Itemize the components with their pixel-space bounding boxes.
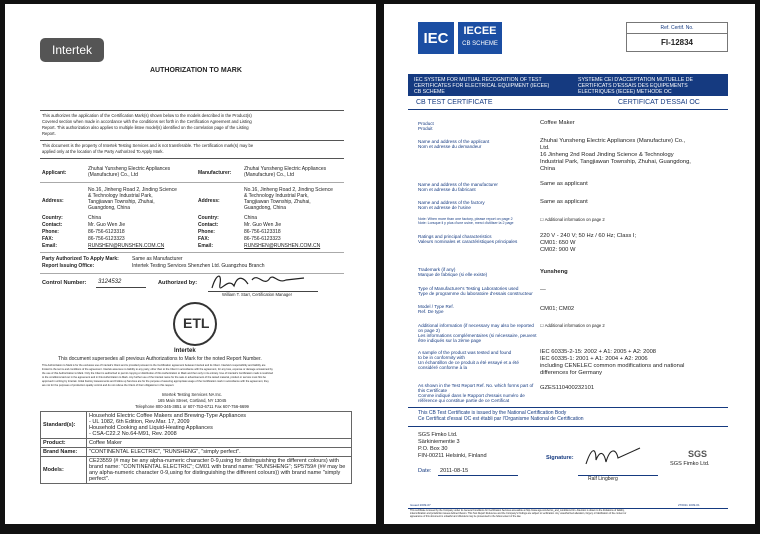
issuer-line: Intertek Testing Services NA Inc. <box>161 392 223 397</box>
field-label: Type of Manufacturer's Testing Laboratories used <box>418 286 519 291</box>
manufacturer-label: Manufacturer: <box>198 170 232 176</box>
address-label-2: Address: <box>198 198 220 204</box>
cb-scheme-text: CB SCHEME <box>462 41 498 47</box>
footer-line: appearance of this document is unlawful and offenders may be prosecuted to the fullest extent of the law. <box>410 515 522 518</box>
country-value: China <box>88 215 102 221</box>
field-label: Type de programme du laboratoire d'essais constructeur <box>418 291 533 296</box>
page-divider <box>376 0 384 534</box>
row-value-line: any alpha-numeric character 0-9,using for distinguishing the different colours)) with brand name "simply <box>89 470 341 476</box>
iec-logo-text: IEC <box>423 29 449 47</box>
applicant-line: Zhuhai Yunsheng Electric Appliances (Manufacture) Co., <box>540 138 686 144</box>
field-label: Name and address of the manufacturer <box>418 182 498 187</box>
row-label: Product: <box>41 439 87 448</box>
address-line: Tangjiawan Township, Zhuhai, <box>244 199 311 205</box>
para-line: This document is the property of Intertek Testing Services and is not transferable. The certification mark(s) may be <box>42 143 254 148</box>
mark-caption: Intertek <box>174 348 196 354</box>
field-label: Valeurs nominales et caractéristiques principales <box>418 239 518 244</box>
row-value-line: - UL 1082, 6th Edition, Rev.Mar. 17, 2009 <box>89 419 190 425</box>
ratings-line: CM02: 900 W <box>540 247 576 253</box>
field-label: être indiqués sur la 2ème page <box>418 338 482 343</box>
date-label: Date: <box>418 468 432 474</box>
row-label: Models: <box>41 457 87 484</box>
applicant-line: China <box>540 166 556 172</box>
contact-value: Mr. Guo Wen Jie <box>88 222 126 228</box>
issuer-address <box>40 392 344 410</box>
field-label: to be in conformity with <box>418 355 465 360</box>
applicant-name-line: (Manufacture) Co., Ltd <box>88 172 139 178</box>
product-details-table <box>40 411 352 484</box>
cb-test-certificate-page <box>392 12 748 518</box>
phone-value-2: 86-756-6123318 <box>244 229 281 235</box>
field-label: Model / Type Ref. <box>418 304 454 309</box>
authorization-to-mark-page <box>12 12 368 518</box>
sgs-company-name: SGS Fimko Ltd. <box>670 461 710 467</box>
field-label: Nom et adresse du demandeur <box>418 144 482 149</box>
additional-info-checkbox-row <box>540 324 605 329</box>
rule <box>40 140 344 141</box>
address-line: & Technology Industrial Park, <box>88 193 153 199</box>
checkbox-icon: ☐ <box>540 217 545 222</box>
fax-value: 86-756-6123323 <box>88 236 125 242</box>
ref-number: FI-12834 <box>660 38 694 47</box>
issued-by-fr: Ce Certificat d'essai OC est établi par l'Organisme National de Certification <box>418 416 584 422</box>
phone-label-2: Phone: <box>198 229 215 235</box>
checkbox-icon: ☐ <box>540 323 545 328</box>
test-report-number: GZES110400232101 <box>540 385 595 391</box>
contact-label: Contact: <box>42 222 63 228</box>
banner-en-line: CERTIFICATES FOR ELECTRICAL EQUIPMENT (IECEE) <box>414 83 550 89</box>
contact-value-2: Mr. Guo Wen Jie <box>244 222 282 228</box>
ncb-signer-name: Ralf Lingberg <box>588 476 618 482</box>
ref-label: Ref. Certif. No. <box>660 25 694 31</box>
phone-value: 86-756-6123318 <box>88 229 125 235</box>
iecee-logo <box>458 22 502 54</box>
fax-label-2: FAX: <box>198 236 210 242</box>
field-label: considéré conforme à la <box>418 365 468 370</box>
date-value: 2011-08-15 <box>440 468 469 474</box>
email-value-2: RUNSHEN@RUNSHEN.COM.CN <box>244 243 321 249</box>
trademark-value: Yunsheng <box>540 269 568 275</box>
banner-fr-line: CERTIFICATS D'ESSAIS DES EQUIPEMENTS <box>578 83 688 89</box>
supersede-note: This document supersedes all previous Authorizations to Mark for the noted Report Number. <box>58 356 262 362</box>
office-label: Report Issuing Office: <box>42 263 95 269</box>
field-label: Nom et adresse de l'usine <box>418 205 471 210</box>
para-line: Report. <box>42 131 56 136</box>
intertek-logo-text: Intertek <box>51 43 93 57</box>
field-label: Ratings and principal characteristics <box>418 234 492 239</box>
row-value-line: Household Electric Coffee Makers and Brewing-Type Appliances <box>89 413 247 419</box>
banner-fr-line: ELECTRIQUES (IECEE) METHODE OC <box>578 89 672 95</box>
ncb-line: P.O. Box 30 <box>418 446 448 452</box>
country-label-2: Country: <box>198 215 219 221</box>
address-line: & Technology Industrial Park, <box>244 193 309 199</box>
scheme-banner <box>408 74 728 96</box>
issuer-line: Telephone 800-345-3851 or 607-753-6711 Fax 607-756-6699 <box>135 404 249 409</box>
party-value: Same as Manufacturer <box>132 256 183 262</box>
cb-heading-fr: CERTIFICAT D'ESSAI OC <box>618 99 700 106</box>
factory-value: Same as applicant <box>540 199 588 205</box>
row-value: "CONTINENTAL ELECTRIC", "RUNSHENG", "simply perfect". <box>87 448 352 457</box>
field-label: Note: When more than one factory, please report on page 2 <box>418 217 513 221</box>
address-line: No.16, Jinheng Road 2, Jinding Science <box>244 187 333 193</box>
ratings-line: CM01: 650 W <box>540 240 576 246</box>
standard-line: including CENELEC common modifications and national <box>540 363 685 369</box>
iec-logo <box>418 22 454 54</box>
banner-en-line: IEC SYSTEM FOR MUTUAL RECOGNITION OF TEST <box>414 77 542 83</box>
control-number: 3124532 <box>98 279 122 285</box>
issuer-line: 165 Main Street, Cortland, NY 13045 <box>157 398 227 403</box>
ncb-line: FIN-00211 Helsinki, Finland <box>418 453 487 459</box>
fax-label: FAX: <box>42 236 54 242</box>
rule <box>627 33 727 34</box>
additional-info-text: Additional information on page 2 <box>544 323 605 328</box>
fine-line: This Authorization to Mark is for the exclusive use of Intertek's Client and is provided pursuant to the Certification agreement between Intertek and its Client. Intertek's responsibility and liability are <box>42 364 266 367</box>
rule <box>40 158 344 159</box>
table-row <box>41 457 352 484</box>
office-value: Intertek Testing Services Shenzhen Ltd. Guangzhou Branch <box>132 263 265 269</box>
applicant-line: 16 Jinheng 2nd Road Jinding Science & Technology <box>540 152 674 158</box>
banner-en-line: CB SCHEME <box>414 89 445 95</box>
signer-name: William T. Starr, Certification Manager <box>222 292 292 297</box>
etl-mark-text: ETL <box>183 315 210 331</box>
field-label: Trademark (if any) <box>418 267 456 272</box>
address-label: Address: <box>42 198 64 204</box>
address-line: No.16, Jinheng Road 2, Jinding Science <box>88 187 177 193</box>
para-line: Covered section when made in accordance with the conditions set forth in the Certification Agreement and Listing <box>42 119 252 124</box>
fine-line: the use of this Authorization to Mark. Only the Client is authorized to permit copying or distribution of this Authorization to Mark and then only in its entirety. Use of Intertek's Certification mark is restricted <box>42 372 273 375</box>
standard-line: IEC 60335-1: 2001 + A1: 2004 + A2: 2006 <box>540 356 648 362</box>
row-value-line: brand name: "CONTINENTAL ELECTRIC"; CM01 with brand name: "RUNSHENG"; SP5759# (## may be <box>89 464 346 470</box>
form-code: 270011 1009-01 <box>678 503 700 507</box>
issued-version: Issued 2009-07 <box>410 503 431 507</box>
field-label: référence qui constitue partie de ce Certificat <box>418 398 510 403</box>
row-value-line: - CSA-C22.2 No.64-M91, Rev. 2008 <box>89 431 177 437</box>
footer-line: This certificate is issued by the Company under its General Conditions for Certification Services accessible at http://www.sgs.com/terms_and_conditions.htm. Attention is drawn to the limitations of liability, <box>410 509 625 512</box>
row-value <box>87 457 352 484</box>
rule <box>40 110 344 111</box>
row-label: Standard(s): <box>41 412 87 439</box>
rule <box>408 407 728 408</box>
authorized-label: Authorized by: <box>158 280 198 286</box>
rule <box>438 475 518 476</box>
footer-line: indemnification and jurisdiction issues defined therein. This Test Report Reference and the Company's findings are subject to verification. Any unauthorized alteration, forgery or falsification of the content or <box>410 512 627 515</box>
field-label: this Certificate <box>418 388 448 393</box>
applicant-label: Applicant: <box>42 170 67 176</box>
rule <box>96 287 146 288</box>
address-line: Guangdong, China <box>244 205 286 211</box>
email-label: Email: <box>42 243 58 249</box>
row-value-line: Household Cooking and Liquid-Heating Appliances <box>89 425 213 431</box>
email-value: RUNSHEN@RUNSHEN.COM.CN <box>88 243 165 249</box>
row-value <box>87 412 352 439</box>
row-value: Coffee Maker <box>87 439 352 448</box>
issued-by-en: This CB Test Certificate is issued by the National Certification Body <box>418 410 567 416</box>
row-value-line: CE23559 (# may be any alpha-numeric character 0-9,using for distinguishing the different colours) with <box>89 458 339 464</box>
country-label: Country: <box>42 215 63 221</box>
ncb-signature-image <box>582 444 642 468</box>
field-label: A sample of the product was tested and found <box>418 350 512 355</box>
signature-label: Signature: <box>546 455 574 461</box>
control-label: Control Number: <box>42 280 87 286</box>
fine-line: approved in writing by Intertek. Initial Factory Assessments and Follow up Services are for the purpose of assuring appropriate usage of the Certification mark in accordance with the agreement, they <box>42 380 269 383</box>
iecee-logo-text: IECEE <box>463 25 497 37</box>
address-line: Guangdong, China <box>88 205 130 211</box>
cb-heading-en: CB TEST CERTIFICATE <box>416 99 493 106</box>
standard-line: differences for Germany <box>540 370 603 376</box>
field-label: Comme indiqué dans le Rapport d'essais numéro de <box>418 393 525 398</box>
standard-line: IEC 60335-2-15: 2002 + A1: 2005 + A2: 2008 <box>540 349 657 355</box>
ncb-line: SGS Fimko Ltd. <box>418 432 458 438</box>
table-row <box>41 412 352 439</box>
fine-line: limited to the terms and conditions of the agreement. Intertek assumes no liability to any party, other than to the Client in accordance with the agreement, for any loss, expense or damage occasioned by <box>42 368 273 371</box>
certificate-footer <box>408 503 728 518</box>
field-label: Un échantillon de ce produit a été essayé et a été <box>418 360 519 365</box>
certificate-heading <box>408 98 728 110</box>
field-label: Name and address of the factory <box>418 200 485 205</box>
banner-fr-line: SYSTEME CEI D'ACCEPTATION MUTUELLE DE <box>578 77 693 83</box>
applicant-name-line: Zhuhai Yunsheng Electric Appliances <box>88 166 171 172</box>
row-label: Brand Name: <box>41 448 87 457</box>
model-value: CM01; CM02 <box>540 306 575 312</box>
signature-image <box>208 270 308 292</box>
rule <box>408 426 728 427</box>
field-label: Product <box>418 121 434 126</box>
contact-label-2: Contact: <box>198 222 219 228</box>
phone-label: Phone: <box>42 229 59 235</box>
field-label: Name and address of the applicant <box>418 139 490 144</box>
intertek-logo <box>40 38 104 62</box>
manufacturer-name-line: (Manufacture) Co., Ltd <box>244 172 295 178</box>
additional-info-checkbox-row <box>540 218 605 223</box>
field-label: Note: Lorsque il y plus d'une usine, merci d'utiliser la 2 page <box>418 221 514 225</box>
email-label-2: Email: <box>198 243 214 249</box>
sgs-logo: SGS <box>688 449 708 459</box>
field-label: Marque de fabrique (si elle existe) <box>418 272 488 277</box>
manufacturer-value: Same as applicant <box>540 181 588 187</box>
rule <box>40 252 344 253</box>
fine-line: are not for the purposes of production quality control and do not relieve the Client of their obligations in this respect. <box>42 384 175 387</box>
field-label: As shown in the Test Report Ref. No. which forms part of <box>418 383 534 388</box>
fax-value-2: 86-756-6123323 <box>244 236 281 242</box>
country-value-2: China <box>244 215 258 221</box>
table-row <box>41 448 352 457</box>
party-label: Party Authorized To Apply Mark: <box>42 256 119 262</box>
etl-listed-mark <box>173 302 217 346</box>
rule <box>40 182 344 183</box>
field-label: Ref. De type <box>418 309 444 314</box>
row-value-line: perfect". <box>89 476 110 482</box>
field-label: Nom et adresse du fabricant <box>418 187 476 192</box>
table-row <box>41 439 352 448</box>
ncb-line: Särkiniementie 3 <box>418 439 460 445</box>
fine-line: to the conditions laid out in the agreement and in this Authorization to Mark. Any further use of the Intertek name for the sale or advertisement of the tested material, product or service must first be <box>42 376 266 379</box>
additional-info-text: Additional information on page 2 <box>544 217 605 222</box>
field-label: Les informations complémentaires (si nécessaire, peuvent <box>418 333 537 338</box>
applicant-line: Industrial Park, Tangjiawan Township, Zhuhai, Guangdong, <box>540 159 691 165</box>
lab-type-value: — <box>540 287 546 293</box>
field-label: Produit <box>418 126 433 131</box>
manufacturer-name-line: Zhuhai Yunsheng Electric Appliances <box>244 166 327 172</box>
field-label: Additional information (if necessary may also be reported <box>418 323 534 328</box>
reference-box <box>626 22 728 52</box>
para-line: This authorizes the application of the Certification Mark(s) shown below to the models described in the Product(s) <box>42 113 252 118</box>
page-title: AUTHORIZATION TO MARK <box>150 67 242 74</box>
applicant-line: Ltd. <box>540 145 550 151</box>
ratings-line: 220 V - 240 V; 50 Hz / 60 Hz; Class I; <box>540 233 637 239</box>
product-value: Coffee Maker <box>540 120 575 126</box>
para-line: applied only at the location of the Party Authorized To Apply Mark. <box>42 149 164 154</box>
para-line: Report. This authorization also applies to multiple listee model(s) identified on the correlation page of the Listing <box>42 125 249 130</box>
address-line: Tangjiawan Township, Zhuhai, <box>88 199 155 205</box>
field-label: on page 2) <box>418 328 440 333</box>
